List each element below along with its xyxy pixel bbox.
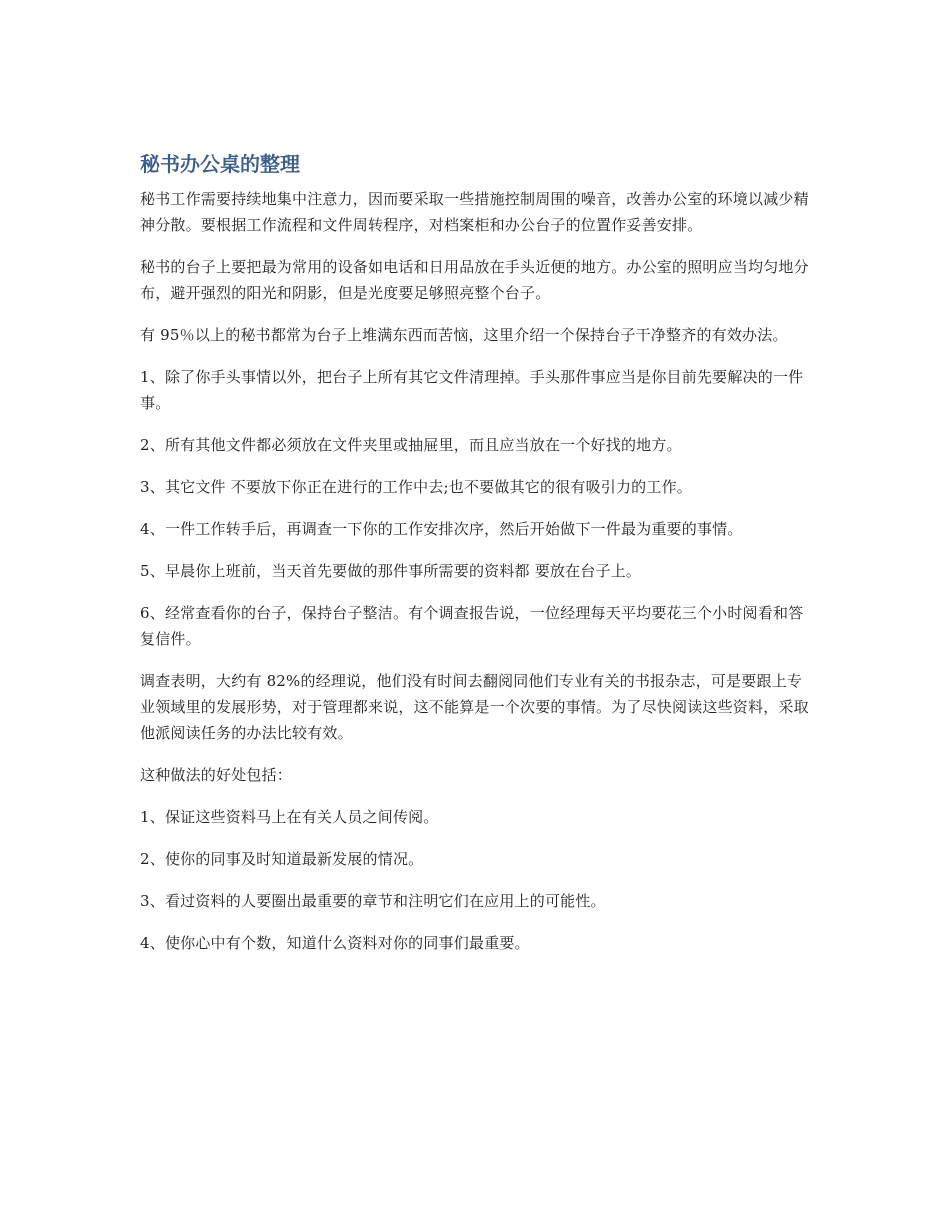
paragraph-benefits-heading: 这种做法的好处包括： xyxy=(140,766,293,784)
paragraph-intro-1: 秘书工作需要持续地集中注意力，因而要采取一些措施控制周围的噪音，改善办公室的环境以减少精神分散。要根据工作流程和文件周转程序，对档案柜和办公台子的位置作妥善安排。 xyxy=(140,190,809,234)
list-item: 2、使你的同事及时知道最新发展的情况。 xyxy=(140,850,424,868)
list-item: 4、使你心中有个数，知道什么资料对你的同事们最重要。 xyxy=(140,934,530,952)
list-item: 1、保证这些资料马上在有关人员之间传阅。 xyxy=(140,808,439,826)
list-item: 3、其它文件 不要放下你正在进行的工作中去;也不要做其它的很有吸引力的工作。 xyxy=(140,478,692,496)
document-page xyxy=(140,150,812,972)
list-item: 2、所有其他文件都必须放在文件夹里或抽屉里，而且应当放在一个好找的地方。 xyxy=(140,436,682,454)
paragraph-intro-3: 有 95％以上的秘书都常为台子上堆满东西而苦恼，这里介绍一个保持台子干净整齐的有效办法。 xyxy=(140,326,788,344)
list-item: 5、早晨你上班前，当天首先要做的那件事所需要的资料都 要放在台子上。 xyxy=(140,562,642,580)
document-title: 秘书办公桌的整理 xyxy=(140,152,300,176)
list-item: 3、看过资料的人要圈出最重要的章节和注明它们在应用上的可能性。 xyxy=(140,892,606,910)
paragraph-intro-2: 秘书的台子上要把最为常用的设备如电话和日用品放在手头近便的地方。办公室的照明应当均匀地分布，避开强烈的阳光和阴影，但是光度要足够照亮整个台子。 xyxy=(140,258,809,302)
list-item: 1、除了你手头事情以外，把台子上所有其它文件清理掉。手头那件事应当是你目前先要解决的一件事。 xyxy=(140,368,804,412)
list-item: 6、经常查看你的台子，保持台子整洁。有个调查报告说，一位经理每天平均要花三个小时阅看和答复信件。 xyxy=(140,604,804,648)
list-item: 4、一件工作转手后，再调查一下你的工作安排次序，然后开始做下一件最为重要的事情。 xyxy=(140,520,743,538)
paragraph-survey: 调查表明，大约有 82%的经理说，他们没有时间去翻阅同他们专业有关的书报杂志，可是要跟上专业领域里的发展形势，对于管理都来说，这不能算是一个次要的事情。为了尽快阅读这些资料，采取他派阅读任务的办法比较有效。 xyxy=(140,672,809,742)
